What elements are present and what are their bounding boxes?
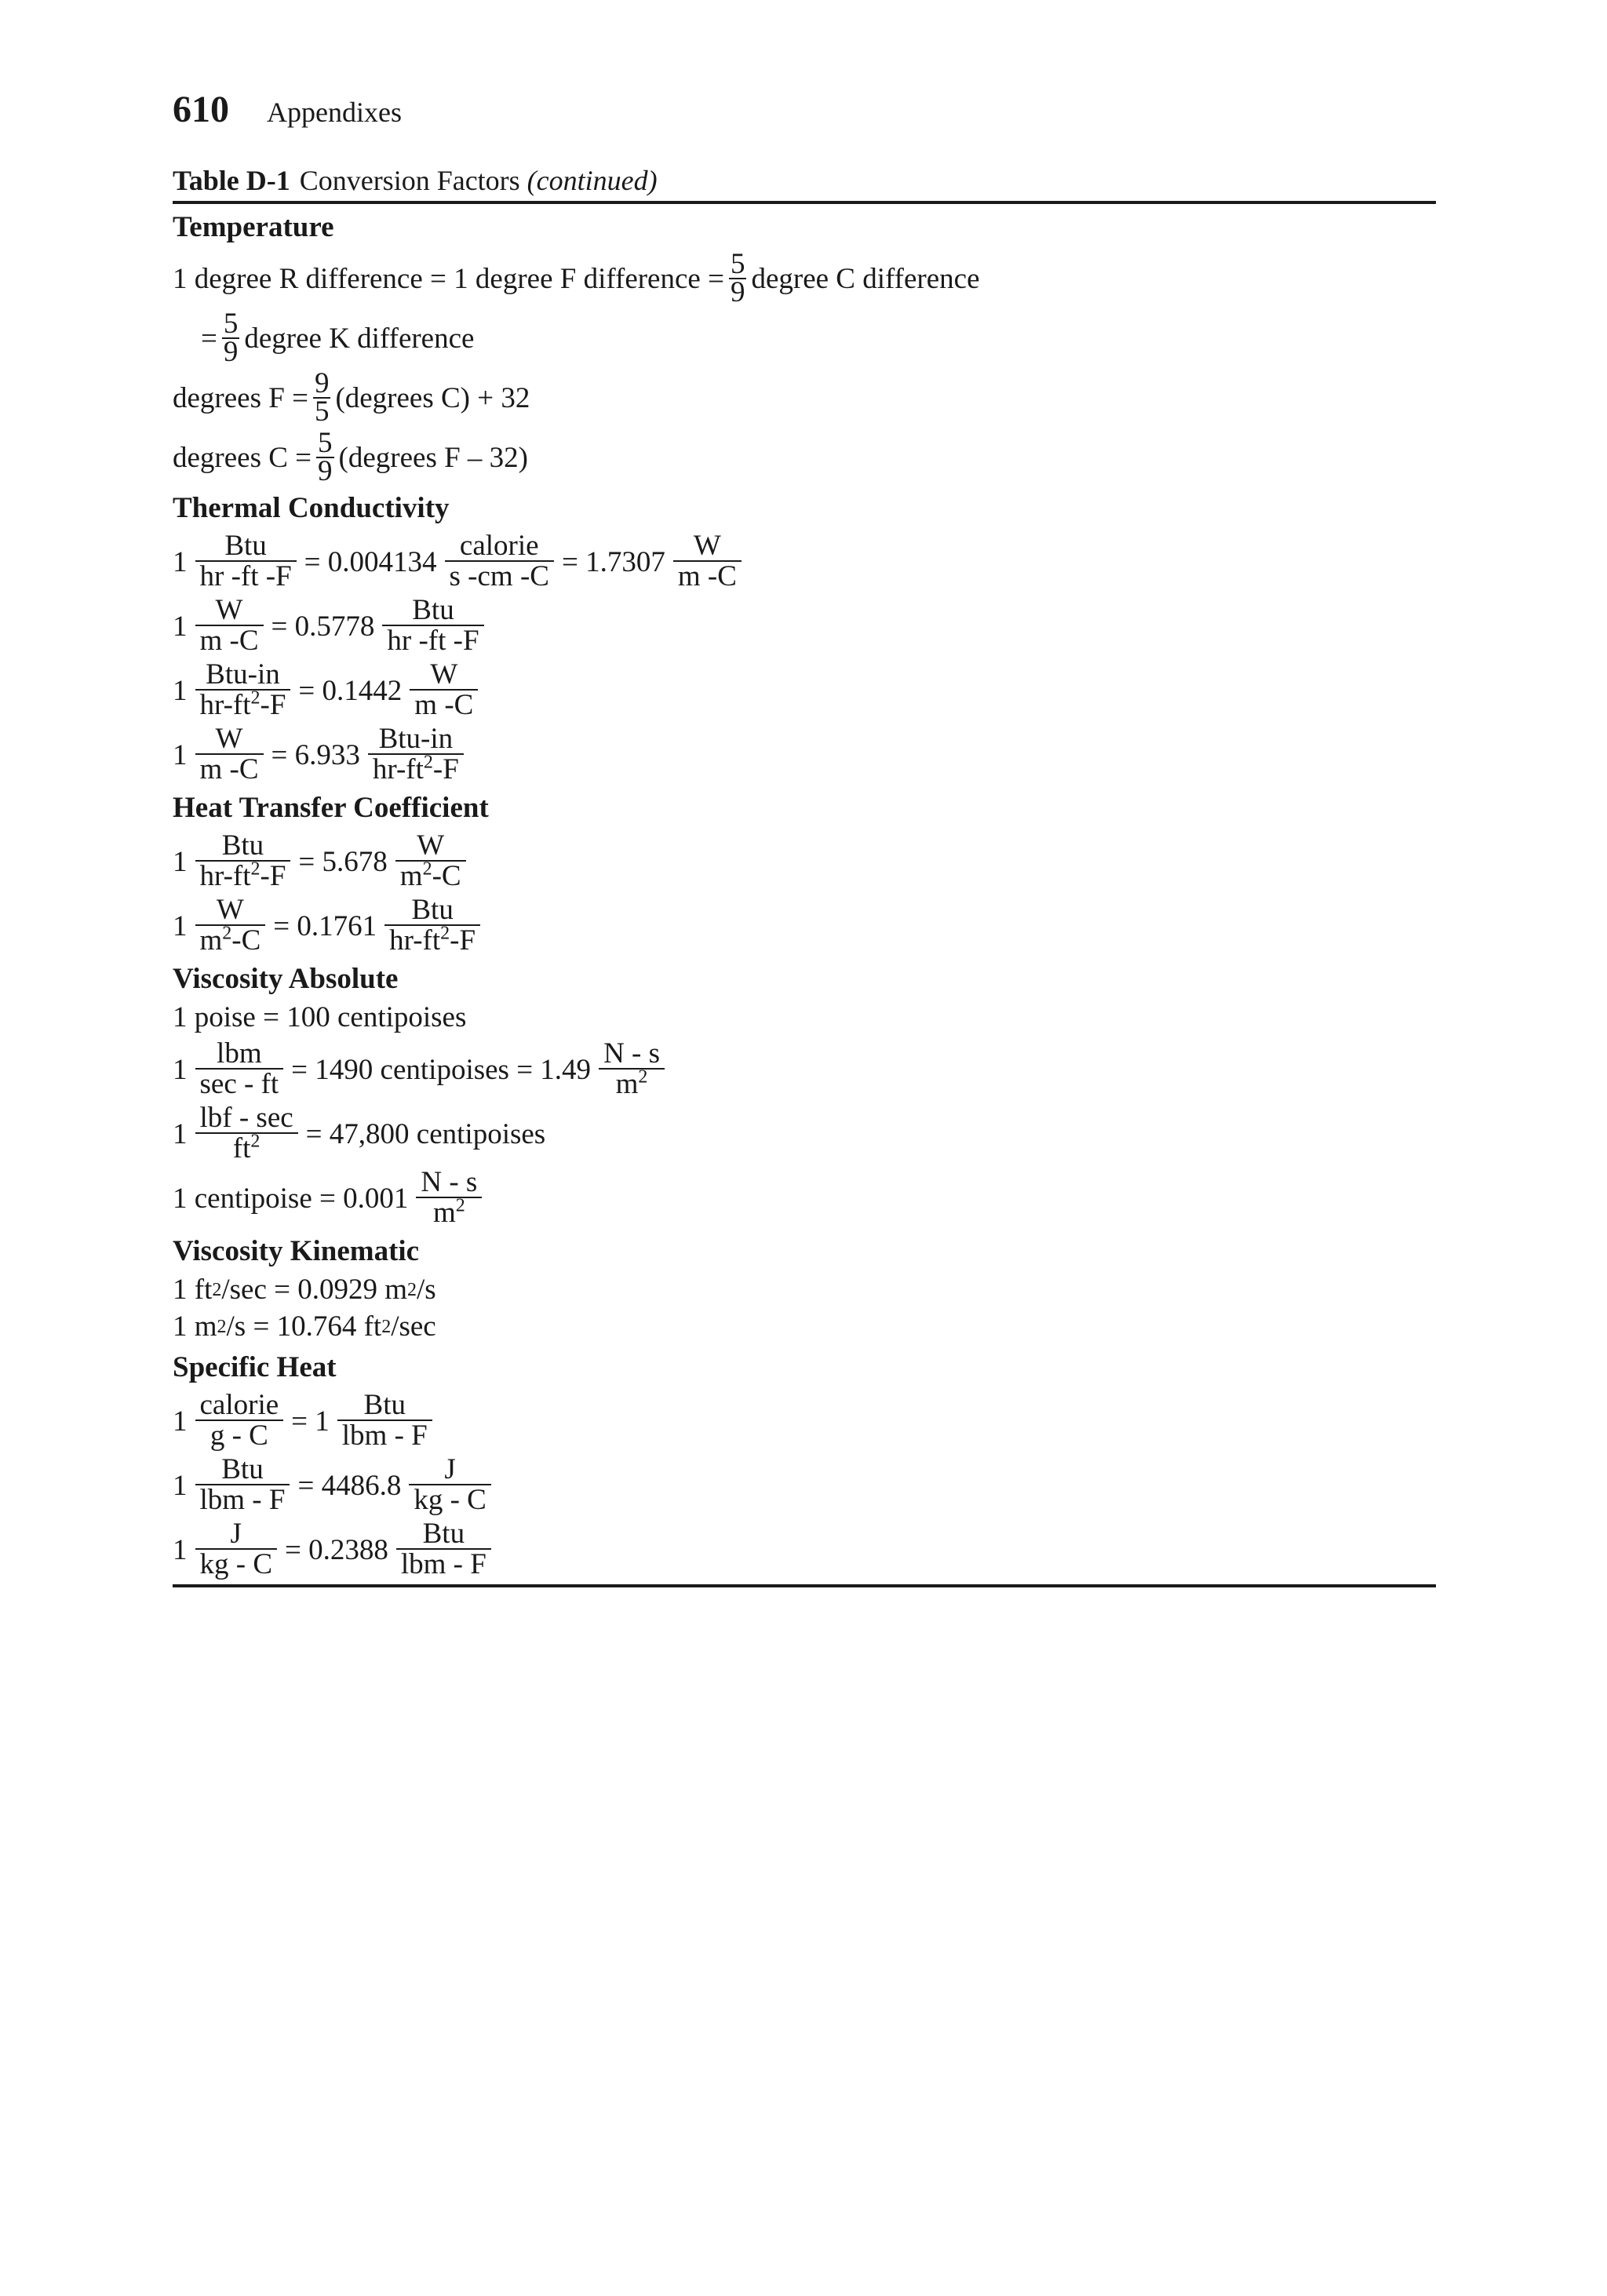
section-viscosity-absolute: Viscosity Absolute — [173, 963, 399, 995]
running-title: Appendixes — [267, 97, 402, 128]
fraction: Btu $hr-ft^2-F$ — [384, 896, 480, 956]
text: (degrees C) + 32 — [335, 381, 530, 414]
viscosity-absolute-row-2 — [173, 1037, 1436, 1100]
fraction: $\frac{5}{9}$ — [223, 308, 239, 368]
fraction: Btu lbm - F — [396, 1520, 491, 1580]
fraction: N - s $m^2$ — [416, 1168, 482, 1228]
viscosity-absolute-row-1: 1 poise = 100 centipoises — [173, 1001, 467, 1033]
text: = — [201, 322, 217, 355]
fraction: $\frac{W}{m^2-C}$ — [195, 896, 266, 956]
table-continued: (continued) — [527, 165, 658, 196]
fraction: W m -C — [673, 532, 742, 592]
text: 1 degree R difference = 1 degree F difference = — [173, 262, 724, 295]
text: degrees C = — [173, 441, 312, 474]
fraction: $\frac{5}{9}$ — [318, 427, 333, 487]
fraction: N - s $m^2$ — [599, 1040, 665, 1099]
fraction: Btu hr -ft -F — [382, 596, 483, 656]
specific-heat-row-1 — [173, 1391, 1436, 1451]
temperature-line-1 — [173, 248, 1436, 308]
thermal-conductivity-row-2 — [173, 596, 1436, 656]
fraction: Btu-in $hr-ft^2-F$ — [195, 661, 291, 720]
one: 1 — [173, 1405, 188, 1438]
text: = 0.004134 — [304, 545, 437, 578]
temperature-line-2 — [173, 308, 1436, 368]
table-caption — [173, 163, 1436, 198]
text: = 4486.8 — [297, 1469, 402, 1502]
text: = 0.1442 — [298, 674, 403, 707]
text: degrees F = — [173, 381, 308, 414]
one: 1 — [173, 1469, 188, 1502]
fraction: Btu lbm - F — [337, 1391, 432, 1451]
fraction: Btu $hr-ft^2-F$ — [195, 832, 291, 891]
text: = 1 — [291, 1405, 330, 1438]
fraction: Btu hr -ft -F — [195, 532, 297, 592]
viscosity-absolute-row-3 — [173, 1104, 1436, 1164]
fraction: $\frac{9}{5}$ — [314, 367, 330, 428]
text: degree K difference — [244, 322, 475, 355]
specific-heat-row-2 — [173, 1453, 1436, 1516]
heat-transfer-row-1 — [173, 829, 1436, 892]
viscosity-kinematic-row-1: 1 ft 2 /sec = 0.0929 m 2 /s — [173, 1274, 436, 1306]
text: (degrees F – 32) — [338, 441, 529, 474]
section-temperature: Temperature — [173, 211, 334, 243]
section-thermal-conductivity: Thermal Conductivity — [173, 492, 450, 524]
temperature-line-3 — [173, 367, 1436, 428]
one: 1 — [173, 909, 188, 942]
fraction: lbm sec - ft — [195, 1040, 284, 1099]
table-label: Table D-1 — [173, 165, 290, 196]
text: = 1.7307 — [561, 545, 665, 578]
fraction: calorie g - C — [195, 1391, 284, 1451]
one: 1 — [173, 674, 188, 707]
one: 1 — [173, 610, 188, 643]
specific-heat-row-3 — [173, 1520, 1436, 1580]
temperature-line-4 — [173, 427, 1436, 487]
fraction: $\frac{W}{m -C}$ — [195, 596, 264, 656]
page-number: 610 — [173, 89, 229, 130]
text: = 0.5778 — [271, 610, 375, 643]
fraction: W m -C — [410, 661, 478, 720]
fraction: Btu-in $hr-ft^2-F$ — [368, 725, 464, 785]
viscosity-kinematic-row-2: 1 m 2 /s = 10.764 ft 2 /sec — [173, 1310, 436, 1343]
text: = 0.2388 — [285, 1533, 388, 1566]
fraction: W $m^2-C$ — [395, 832, 466, 891]
table-title: Conversion Factors — [299, 165, 520, 196]
section-specific-heat: Specific Heat — [173, 1351, 337, 1383]
table-bottom-rule — [173, 1584, 1436, 1587]
fraction: J kg - C — [409, 1456, 491, 1515]
running-header — [173, 78, 1436, 141]
viscosity-absolute-row-4 — [173, 1168, 1436, 1228]
one: 1 — [173, 1533, 188, 1566]
text: = 6.933 — [271, 738, 360, 771]
one: 1 — [173, 738, 188, 771]
text: 1 centipoise = 0.001 — [173, 1182, 409, 1215]
text: = 5.678 — [298, 845, 388, 878]
table-top-rule — [173, 201, 1436, 204]
fraction: Btu lbm - F — [195, 1456, 290, 1515]
text: = 47,800 centipoises — [305, 1117, 546, 1150]
thermal-conductivity-row-3 — [173, 658, 1436, 721]
fraction: $\frac{J}{kg - C}$ — [195, 1520, 278, 1580]
thermal-conductivity-row-1 — [173, 532, 1436, 592]
book-page — [173, 78, 1436, 1587]
one: 1 — [173, 1117, 188, 1150]
fraction: $\frac{W}{m -C}$ — [195, 725, 264, 785]
thermal-conductivity-row-4 — [173, 725, 1436, 785]
text: degree C difference — [751, 262, 980, 295]
section-viscosity-kinematic: Viscosity Kinematic — [173, 1235, 420, 1267]
fraction: lbf - sec $ft^2$ — [195, 1104, 298, 1164]
fraction: calorie s -cm -C — [445, 532, 554, 592]
fraction: $\frac{5}{9}$ — [730, 248, 745, 308]
text: = 1490 centipoises = 1.49 — [291, 1053, 592, 1086]
one: 1 — [173, 1053, 188, 1086]
text: = 0.1761 — [273, 909, 377, 942]
heat-transfer-row-2 — [173, 896, 1436, 956]
one: 1 — [173, 545, 188, 578]
one: 1 — [173, 845, 188, 878]
section-heat-transfer-coefficient: Heat Transfer Coefficient — [173, 792, 489, 824]
